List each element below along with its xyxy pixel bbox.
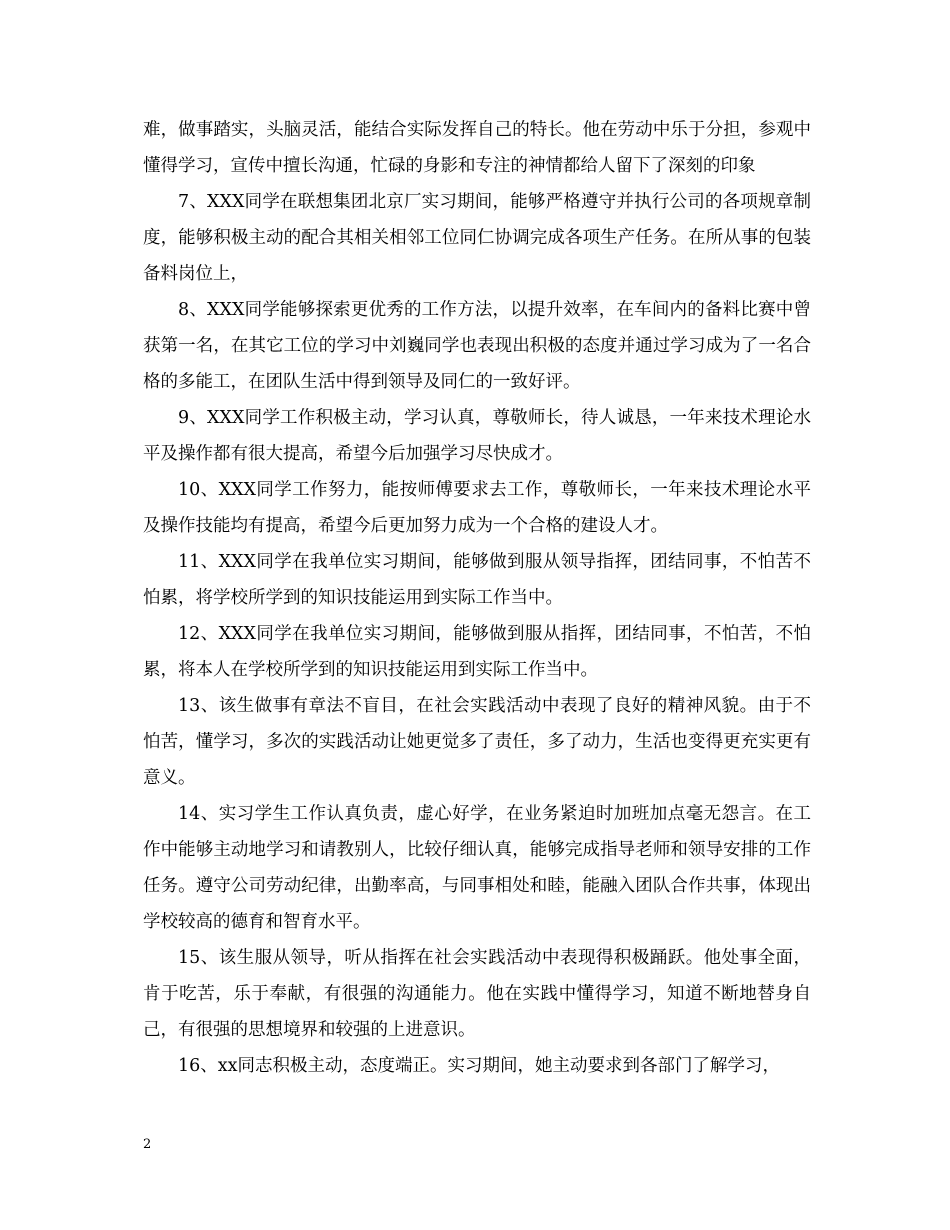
paragraph-item-15: 15、该生服从领导，听从指挥在社会实践活动中表现得积极踊跃。他处事全面，肯于吃苦，乐于奉献，有很强的沟通能力。他在实践中懂得学习，知道不断地替身自己，有很强的思想境界和较强的上进意识。 [143, 948, 811, 1040]
paragraph-item-9: 9、XXX同学工作积极主动，学习认真，尊敬师长，待人诚恳，一年来技术理论水平及操作都有很大提高，希望今后加强学习尽快成才。 [143, 408, 811, 464]
paragraph-item-16: 16、xx同志积极主动，态度端正。实习期间，她主动要求到各部门了解学习， [178, 1056, 781, 1076]
paragraph-item-12: 12、XXX同学在我单位实习期间，能够做到服从指挥，团结同事，不怕苦，不怕累，将本人在学校所学到的知识技能运用到实际工作当中。 [143, 624, 811, 680]
paragraph-item-7: 7、XXX同学在联想集团北京厂实习期间，能够严格遵守并执行公司的各项规章制度，能够积极主动的配合其相关相邻工位同仁协调完成各项生产任务。在所从事的包装备料岗位上， [143, 192, 811, 284]
paragraph-item-8: 8、XXX同学能够探索更优秀的工作方法，以提升效率，在车间内的备料比赛中曾获第一名，在其它工位的学习中刘巍同学也表现出积极的态度并通过学习成为了一名合格的多能工，在团队生活中得到领导及同仁的一致好评。 [143, 300, 811, 392]
paragraph-item-13: 13、该生做事有章法不盲目，在社会实践活动中表现了良好的精神风貌。由于不怕苦，懂学习，多次的实践活动让她更觉多了责任，多了动力，生活也变得更充实更有意义。 [143, 696, 811, 788]
page-number: 2 [143, 1137, 152, 1152]
paragraph-item-14: 14、实习学生工作认真负责，虚心好学，在业务紧迫时加班加点毫无怨言。在工作中能够主动地学习和请教别人，比较仔细认真，能够完成指导老师和领导安排的工作任务。遵守公司劳动纪律，出勤率高，与同事相处和睦，能融入团队合作共事，体现出学校较高的德育和智育水平。 [143, 804, 811, 932]
paragraph-item-11: 11、XXX同学在我单位实习期间，能够做到服从领导指挥，团结同事，不怕苦不怕累，将学校所学到的知识技能运用到实际工作当中。 [143, 552, 811, 608]
paragraph-item-10: 10、XXX同学工作努力，能按师傅要求去工作，尊敬师长，一年来技术理论水平及操作技能均有提高，希望今后更加努力成为一个合格的建设人才。 [143, 480, 811, 536]
document-body [143, 112, 811, 1084]
paragraph-continuation: 难，做事踏实，头脑灵活，能结合实际发挥自己的特长。他在劳动中乐于分担，参观中懂得学习，宣传中擅长沟通，忙碌的身影和专注的神情都给人留下了深刻的印象 [143, 120, 811, 176]
